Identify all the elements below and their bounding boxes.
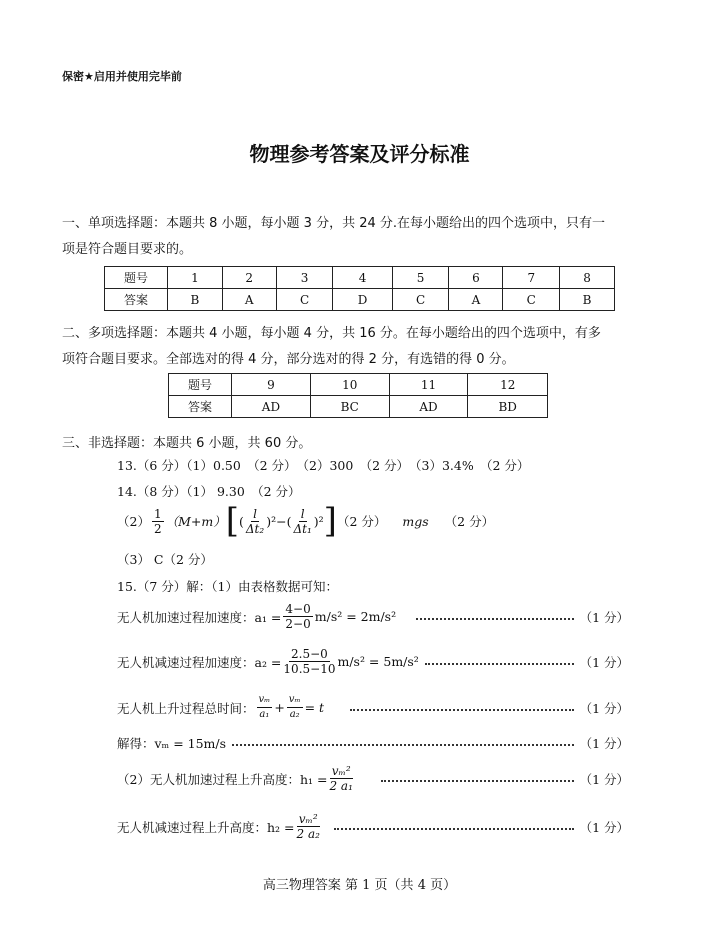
cell: BD [468,396,548,418]
q15-line-time [117,693,629,722]
q15-line-a2 [117,647,629,676]
cell: A [449,289,503,311]
plus: + [274,700,285,715]
table-row [169,374,548,396]
section1-instructions: 一、单项选择题：本题共 8 小题，每小题 3 分，共 24 分.在每小题给出的四个选项中，只有一 [62,216,606,231]
label: （2）无人机加速过程上升高度：h₁ = [117,771,328,787]
fraction-l-dt2 [246,507,264,536]
cell: 3 [276,267,333,289]
q14-part3: （3） C（2 分） [117,552,213,567]
q15-line-h1 [117,764,629,793]
paren: )² [266,513,277,529]
dot-leader [416,618,573,620]
numerator: 2.5−0 [291,647,328,661]
q14-part2 [117,501,495,541]
label: 无人机加速过程加速度：a₁ = [117,609,282,625]
cell: 9 [232,374,311,396]
fraction [283,647,335,676]
mgs-term: mgs [402,513,429,529]
q15-line-vm [117,734,629,752]
cell: B [168,289,223,311]
minus: − [276,513,287,529]
score: （1 分） [579,736,629,751]
denominator: 2 a₁ [329,779,353,793]
score: （1 分） [579,654,629,670]
cell: 2 [222,267,276,289]
row-label: 题号 [169,374,232,396]
cell: 5 [392,267,449,289]
confidential-header: 保密★启用并使用完毕前 [62,70,182,83]
cell: C [276,289,333,311]
fraction [329,764,352,793]
row-label: 题号 [105,267,168,289]
cell: C [392,289,449,311]
page-title: 物理参考答案及评分标准 [249,142,470,166]
cell: AD [232,396,311,418]
page-footer: 高三物理答案 第 1 页（共 4 页） [262,878,457,893]
score: （1 分） [579,609,629,625]
cell: 7 [503,267,560,289]
fraction-half [152,507,164,536]
part-label: （2） [117,514,150,529]
dot-leader [425,663,574,665]
label: 解得：vₘ = 15m/s [117,736,227,751]
cell: 1 [168,267,223,289]
paren: )² [313,513,324,529]
cell: 11 [389,374,468,396]
q13-answer: 13.（6 分）（1）0.50 （2 分） （2）300 （2 分） （3）3.4% （2 分） [117,458,530,473]
paren: ( [286,513,292,529]
numerator: vₘ² [298,812,318,826]
score: （1 分） [579,819,629,835]
mass-term: （M+m） [165,514,226,529]
cell: 4 [333,267,392,289]
denominator: 2 [153,521,162,536]
cell: BC [310,396,389,418]
cell: 10 [310,374,389,396]
bracket-close: ] [323,501,337,541]
row-label: 答案 [169,396,232,418]
numerator: l [300,506,305,521]
cell: 6 [449,267,503,289]
multi-choice-answer-table [168,373,548,418]
cell: A [222,289,276,311]
paren: ( [239,513,244,529]
section1-instructions-2: 项是符合题目要求的。 [62,242,193,257]
cell: B [560,289,615,311]
label: 无人机减速过程上升高度：h₂ = [117,819,295,835]
fraction [297,812,320,841]
fraction [257,693,273,722]
bracket-open: [ [225,501,239,541]
result: m/s² = 2m/s² [314,609,397,624]
fraction [287,693,303,722]
q15-line-a1 [117,602,629,631]
numerator: vₘ [287,693,303,708]
numerator: vₘ² [331,764,351,778]
cell: 12 [468,374,548,396]
dot-leader [232,744,574,746]
result: m/s² = 5m/s² [337,654,419,669]
denominator: 10.5−10 [283,662,336,676]
denominator: a₁ [259,709,270,720]
cell: D [333,289,392,311]
label: 无人机减速过程加速度：a₂ = [117,654,282,670]
denominator: Δt₂ [245,521,265,536]
cell: AD [389,396,468,418]
numerator: l [253,506,257,521]
numerator: vₘ [257,693,273,708]
score: （2 分） [444,514,495,529]
single-choice-answer-table [104,266,615,311]
table-row [169,396,548,418]
row-label: 答案 [105,289,168,311]
score: （1 分） [579,700,629,716]
denominator: a₂ [289,709,300,720]
denominator: 2 a₂ [296,827,320,841]
q15-line-h2 [117,812,629,841]
denominator: Δt₁ [293,521,312,536]
score: （1 分） [579,771,629,787]
result: = t [304,700,325,715]
table-row [105,289,615,311]
dot-leader [350,709,573,711]
q15-intro: 15.（7 分）解：（1）由表格数据可知： [117,579,339,594]
numerator: 1 [153,506,162,521]
section2-instructions: 二、多项选择题：本题共 4 小题，每小题 4 分，共 16 分。在每小题给出的四个选项中，有多 [62,326,601,341]
section2-instructions-2: 项符合题目要求。全部选对的得 4 分，部分选对的得 2 分，有选错的得 0 分。 [62,352,515,367]
denominator: 2−0 [285,617,311,631]
section3-heading: 三、非选择题：本题共 6 小题，共 60 分。 [62,436,312,451]
fraction [283,602,312,631]
q14-part1: 14.（8 分）（1） 9.30 （2 分） [117,484,301,499]
label: 无人机上升过程总时间： [117,700,255,716]
numerator: 4−0 [285,602,311,616]
dot-leader [334,828,574,830]
score: （2 分） [336,514,387,529]
cell: C [503,289,560,311]
cell: 8 [560,267,615,289]
dot-leader [381,780,574,782]
table-row [105,267,615,289]
fraction-l-dt1 [293,507,311,536]
